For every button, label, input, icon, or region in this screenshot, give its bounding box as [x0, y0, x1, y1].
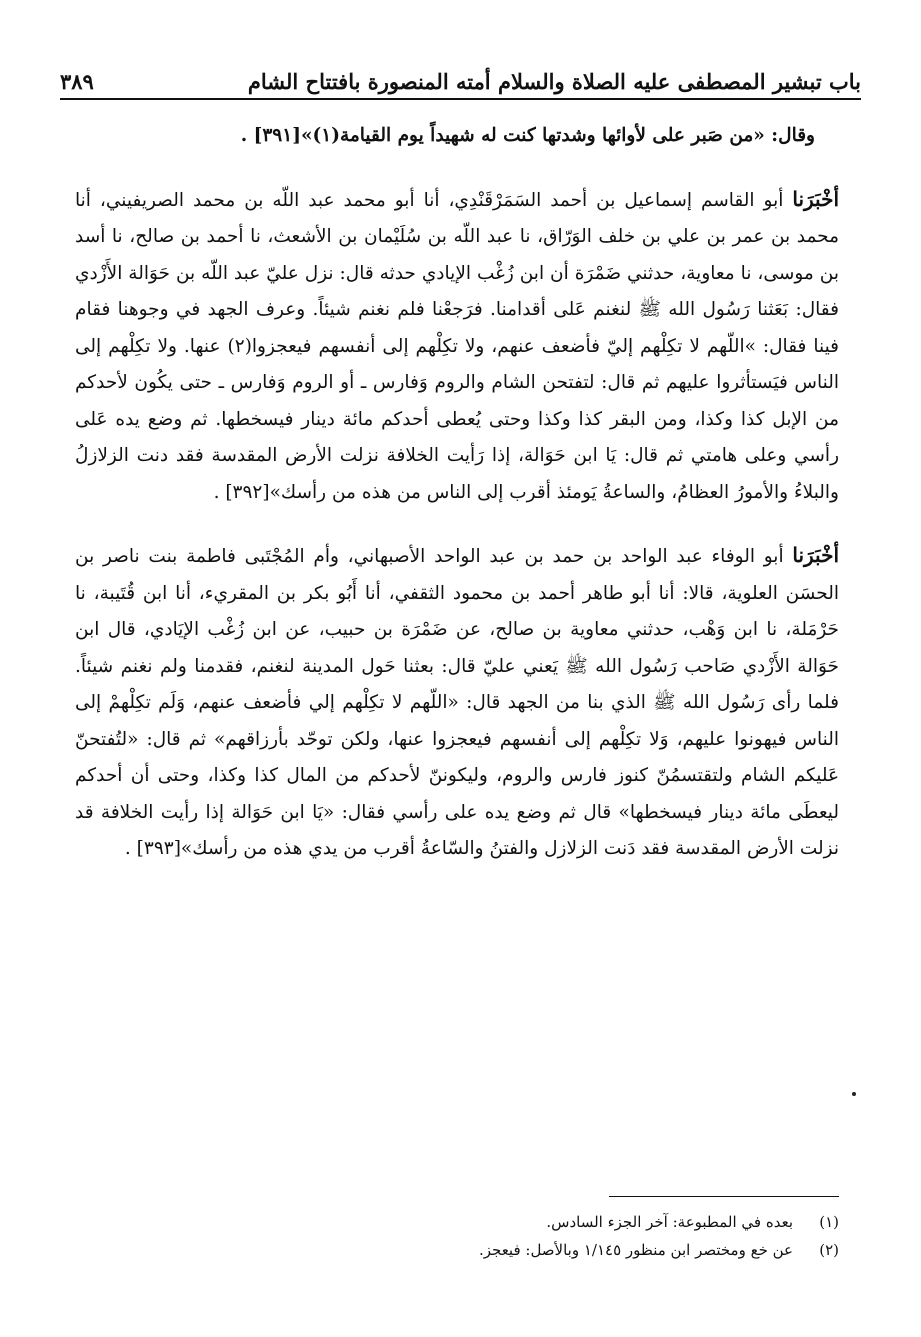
margin-dot	[852, 1092, 856, 1096]
paragraph-3-text: أبو الوفاء عبد الواحد بن حمد بن عبد الواحد الأصبهاني، وأم المُجْتَبى فاطمة بنت ناصر بن الحسَن العلوية، قالا: أنا أبو طاهر أحمد بن محمود الثقفي، أنا أَبُو بكر بن المقريء، أنا ابن قُتَيبة، نا حَرْمَلة، نا ابن وَهْب، حدثني معاوية بن صالح، عن ضَمْرَة بن حبيب، عن ابن زُغْب الإيَادي، قال ابن حَوَالة الأَزْدي صَاحب رَسُول الله ﷺ يَعني عليّ قال: بعثنا حَول المدينة لنغنم، فقدمنا ولم نغنم شيئاً. فلما رأى رَسُول الله ﷺ الذي بنا من الجهد قال: «اللّهم لا تكِلْهم إلي فأضعف عنهم، وَلَم تكِلْهمْ إلى الناس فيهونوا عليهم، وَلا تكِلْهم إلى أنفسهم فيعجزوا عنها، ولكن توحّد بأرزاقهم» ثم قال: «لتُفتحنّ عَليكم الشام ولتقتسمُنّ كنوز فارس والروم، وليكوننّ لأحدكم من المال كذا وكذا، وحتى أن أحدكم ليعطَى مائة دينار فيسخطها» قال ثم وضع يده على رأسي فقال: «يَا ابن حَوَالة إذا رأيت الخلافة قد نزلت الأرض المقدسة فقد دَنت الزلازل والفتنُ والسّاعةُ أقرب من يدي هذه من رأسك»[٣٩٣] .	[75, 546, 839, 859]
paragraph-1: وقال: «من صَبر على لأوائها وشدتها كنت له شهيداً يوم القيامة(١)»[٣٩١] .	[240, 125, 815, 146]
footnote-2	[75, 1236, 839, 1264]
running-header	[60, 54, 861, 94]
paragraph-2-text: أبو القاسم إسماعيل بن أحمد السَمَرْقَنْدِي، أنا أبو محمد عبد اللّه بن محمد الصريفيني، أنا محمد بن عمر بن علي بن خلف الوَرّاق، نا عبد اللّه بن سُلَيْمان بن الأشعث، نا أحمد بن صالح، نا أسد بن موسى، نا معاوية، حدثني ضَمْرَة أن ابن زُغْب الإيادي حدثه قال: نزل عليّ عبد اللّه بن حَوَالة الأَزْدي فقال: بَعَثنا رَسُول الله ﷺ لنغنم عَلى أقدامنا. فرَجعْنا فلم نغنم شيئاً. وعرف الجهد في وجوهنا فقام فينا فقال: »اللّهم لا تكِلْهم إليّ فأضعف عنهم، ولا تكِلْهم إلى أنفسهم فيعجزوا(٢) عنها. ولا تكِلْهم إلى الناس فيَستأثروا عليهم ثم قال: لتفتحن الشام والروم وَفارس ـ أو الروم وَفارس ـ حتى يكُون لأحدكم من الإبل كذا وكذا، ومن البقر كذا وكذا وحتى يُعطى أحدكم مائة دينار فيسخطها. ثم وضع يده عَلى رأسي وعلى هامتي ثم قال: يَا ابن حَوَالة، إذا رَأيت الخلافة نزلت الأرض المقدسة فقد دنت الزلازلُ والبلاءُ والأمورُ العظامُ، والساعةُ يَومئذ أقرب إلى الناس من هذه من رأسك»[٣٩٢] .	[75, 189, 839, 503]
footnote-number: (١)	[819, 1213, 839, 1231]
header-divider	[60, 98, 861, 100]
chapter-title: باب تبشير المصطفى عليه الصلاة والسلام أمته المنصورة بافتتاح الشام	[247, 69, 861, 94]
page-number: ٣٨٩	[60, 69, 94, 94]
paragraph-3-keyword: أخْبَرَنا	[792, 543, 839, 567]
paragraph-gap	[75, 155, 839, 181]
footnote-text: بعده في المطبوعة: آخر الجزء السادس.	[546, 1213, 793, 1231]
footnotes	[75, 1208, 839, 1264]
main-text	[75, 118, 839, 868]
paragraph-gap	[75, 511, 839, 537]
paragraph-2-keyword: أخْبَرَنا	[792, 186, 839, 211]
footnote-1	[75, 1208, 839, 1236]
paragraph-2	[75, 181, 839, 512]
footnote-number: (٢)	[819, 1241, 839, 1259]
footnote-divider	[609, 1196, 839, 1197]
paragraph-3	[75, 537, 839, 868]
footnote-text: عن خع ومختصر ابن منظور ١/١٤٥ وبالأصل: فيعجز.	[478, 1241, 793, 1259]
